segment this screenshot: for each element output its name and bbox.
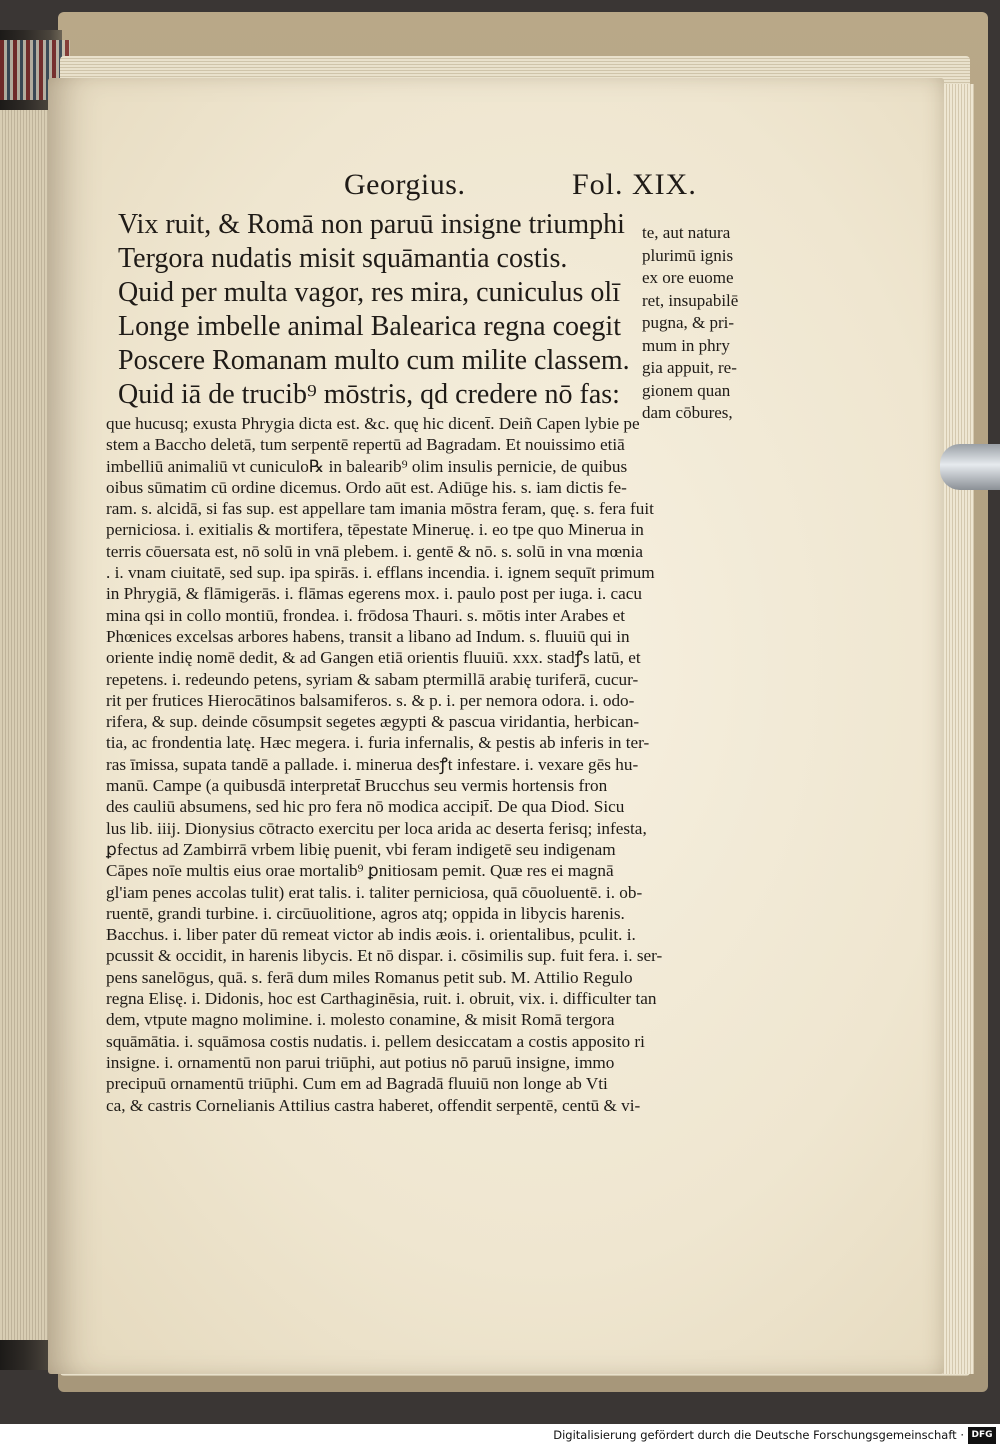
dfg-logo: DFG bbox=[968, 1427, 996, 1444]
commentary-line: squāmātia. i. squāmosa costis nudatis. i. pellem desiccatam a costis apposito ri bbox=[106, 1031, 645, 1051]
footer-bar bbox=[0, 1424, 1000, 1448]
commentary-line: Phœnices excelsas arbores habens, transit a libano ad Indum. s. fluuiū qui in bbox=[106, 626, 630, 646]
commentary-line: regna Elisę. i. Didonis, hoc est Carthaginēsia, ruit. i. obruit, vix. i. difficulter tan bbox=[106, 989, 657, 1009]
commentary-line: gl'iam penes accolas tulit) erat talis. i. taliter perniciosa, quā cōuoluentē. i. ob- bbox=[106, 882, 643, 902]
commentary-line: des cauliū absumens, sed hic pro fera nō modica accipit̄. De qua Diod. Sicu bbox=[106, 797, 625, 817]
commentary-line: tia, ac frondentia latę. Hæc megera. i. furia infernalis, & pestis ab inferis in ter- bbox=[106, 733, 650, 753]
footer-credit: Digitalisierung gefördert durch die Deutsche Forschungsgemeinschaft · bbox=[553, 1428, 964, 1442]
verse-line: Vix ruit, & Romā non paruū insigne triumphi bbox=[118, 209, 625, 240]
commentary-line: ras īmissa, supata tandē a pallade. i. minerua desꝭt infestare. i. vexare gēs hu- bbox=[106, 754, 639, 774]
commentary-line: ruentē, grandi turbine. i. circūuolitione, agros atq; oppida in libycis harenis. bbox=[106, 903, 625, 923]
commentary-block bbox=[106, 413, 766, 1116]
commentary-line: stem a Baccho deletā, tum serpentē repertū ad Bagradam. Et nouissimo etiā bbox=[106, 435, 625, 455]
commentary-line: lus lib. iiij. Dionysius cōtracto exercitu per loca arida ac deserta ferisq; infesta, bbox=[106, 818, 647, 838]
commentary-line: in Phrygiā, & flāmigerās. i. flāmas egerens mox. i. paulo post per iuga. i. cacu bbox=[106, 584, 643, 604]
commentary-line: manū. Campe (a quibusdā interpretat̄ Brucchus seu vermis hortensis fron bbox=[106, 776, 608, 796]
commentary-line: oriente indię nomē dedit, & ad Gangen etiā orientis fluuiū. xxx. stadꝭs latū, et bbox=[106, 648, 641, 668]
commentary-line: ram. s. alcidā, si fas sup. est appellare tam imania mōstra feram, quę. s. fera fuit bbox=[106, 499, 654, 519]
verse-line: Quid per multa vagor, res mira, cuniculus olī bbox=[118, 277, 620, 308]
gloss-line: dam cōbures, bbox=[642, 403, 733, 422]
commentary-line: ꝑfectus ad Zambirrā vrbem libię puenit, vbi feram indigetē seu indigenam bbox=[106, 839, 616, 859]
gloss-line: gia appuit, re- bbox=[642, 358, 737, 377]
gloss-line: gionem quan bbox=[642, 380, 731, 400]
verse-line: Poscere Romanam multo cum milite classem. bbox=[118, 345, 630, 376]
commentary-line: precipuū ornamentū triūphi. Cum em ad Bagradā fluuiū non longe ab Vti bbox=[106, 1074, 608, 1094]
gloss-line: plurimū ignis bbox=[642, 245, 734, 265]
commentary-line: insigne. i. ornamentū non parui triūphi, aut potius nō paruū insigne, immo bbox=[106, 1052, 615, 1072]
gloss-line: te, aut natura bbox=[642, 223, 731, 242]
commentary-line: dem, vtpute magno molimine. i. molesto conamine, & misit Romā tergora bbox=[106, 1010, 615, 1030]
page-clip bbox=[940, 444, 1000, 490]
verse-block bbox=[118, 208, 638, 412]
verse-line: Quid iā de trucib⁹ mōstris, qd credere nō fas: bbox=[118, 379, 620, 410]
gloss-line: pugna, & pri- bbox=[642, 313, 735, 332]
commentary-line: rifera, & sup. deinde cōsumpsit segetes ægypti & pascua viridantia, herbican- bbox=[106, 712, 640, 732]
commentary-line: Bacchus. i. liber pater dū remeat victor ab indis æois. i. orientalibus, pculit. i. bbox=[106, 925, 636, 945]
commentary-line: perniciosa. i. exitialis & mortifera, tēpestate Mineruę. i. eo tpe quo Minerua in bbox=[106, 520, 644, 540]
left-page-stack bbox=[0, 110, 48, 1340]
commentary-line: ca, & castris Cornelianis Attilius castra haberet, offendit serpentē, centū & vi- bbox=[106, 1095, 641, 1115]
folio-number: Fol. XIX. bbox=[572, 168, 697, 201]
commentary-line: mina qsi in collo montiū, frondea. i. frōdosa Thauri. s. mōtis inter Arabes et bbox=[106, 605, 626, 625]
verse-line: Longe imbelle animal Balearica regna coegit bbox=[118, 311, 621, 342]
verse-line: Tergora nudatis misit squāmantia costis. bbox=[118, 243, 568, 274]
commentary-line: Cāpes noīe multis eius orae mortalib⁹ ꝑnitiosam pemit. Quæ res ei magnā bbox=[106, 861, 614, 881]
commentary-line: pcussit & occidit, in harenis libycis. Et nō dispar. i. cōsimilis sup. fuit fera. i. ser- bbox=[106, 946, 663, 966]
running-header-left: Georgius. bbox=[344, 168, 466, 201]
commentary-line: pens sanelōgus, quā. s. ferā dum miles Romanus petit sub. M. Attilio Regulo bbox=[106, 967, 633, 987]
commentary-line: rit per frutices Hierocātinos balsamiferos. s. & p. i. per nemora odora. i. odo- bbox=[106, 690, 635, 710]
commentary-line: imbelliū animaliū vt cuniculo℞ in balearib⁹ olim insulis pernicie, de quibus bbox=[106, 456, 628, 476]
commentary-line: . i. vnam ciuitatē, sed sup. ipa spirās. i. efflans incendia. i. ignem sequīt primum bbox=[106, 563, 655, 583]
gloss-line: ret, insupabilē bbox=[642, 290, 739, 310]
commentary-line: que hucusq; exusta Phrygia dicta est. &c. quę hic dicent̄. Deiñ Capen lybie pe bbox=[106, 414, 640, 433]
marginal-gloss bbox=[642, 222, 772, 425]
commentary-line: terris cōuersata est, nō solū in vnā plebem. i. gentē & nō. s. solū in vna mœnia bbox=[106, 541, 644, 561]
commentary-line: repetens. i. redeundo petens, syriam & sabam ptermillā arabię turiferā, cucur- bbox=[106, 669, 639, 689]
gloss-line: mum in phry bbox=[642, 335, 730, 355]
commentary-line: oibus sūmatim cū ordine dicemus. Ordo aūt est. Adiūge his. s. iam dictis fe- bbox=[106, 477, 627, 497]
gloss-line: ex ore euome bbox=[642, 268, 734, 287]
